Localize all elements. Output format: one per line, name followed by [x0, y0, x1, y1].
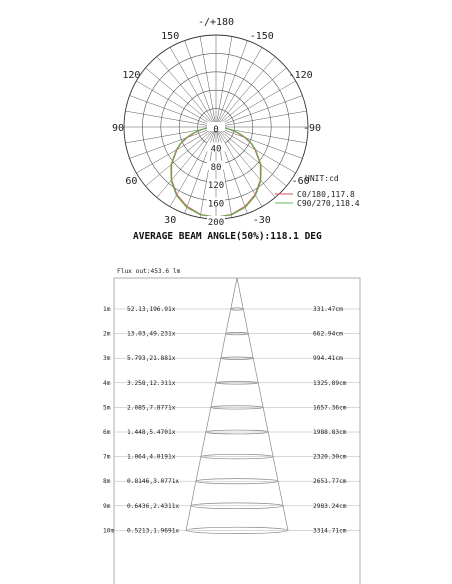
- row-height: 9m: [103, 502, 111, 510]
- row-diameter: 331.47cm: [313, 306, 343, 313]
- ring-label: 0: [213, 125, 219, 135]
- cone-left-edge: [186, 278, 237, 530]
- row-height: 7m: [103, 453, 111, 461]
- angle-label: -30: [252, 214, 271, 226]
- table-rows: [103, 306, 347, 534]
- row-eavg-emax: 0.5213,1.9691x: [127, 527, 180, 535]
- cone-right-edge: [237, 278, 288, 530]
- polar-legend: [275, 174, 360, 208]
- table-row: [103, 380, 347, 387]
- row-eavg-emax: 52.13,196.91x: [127, 306, 176, 313]
- row-diameter: 1325.89cm: [313, 379, 347, 387]
- beam-angle-text: AVERAGE BEAM ANGLE(50%):118.1 DEG: [133, 231, 322, 242]
- ring-label: 80: [210, 162, 222, 173]
- row-height: 6m: [103, 429, 111, 436]
- legend-label-c90: C90/270,118.4: [297, 199, 360, 208]
- row-eavg-emax: 0.6436,2.4311x: [127, 502, 180, 510]
- row-diameter: 3314.71cm: [313, 527, 347, 535]
- angle-label: 90: [111, 123, 125, 134]
- table-row: [103, 306, 343, 313]
- row-height: 10m: [103, 527, 115, 535]
- ring-label: 40: [210, 144, 222, 155]
- table-row: [103, 404, 347, 411]
- table-row: [103, 478, 347, 485]
- angle-label: -/+180: [197, 17, 235, 28]
- row-diameter: 1988.83cm: [313, 429, 347, 436]
- row-diameter: 994.41cm: [313, 355, 343, 363]
- row-eavg-emax: 1.064,4.0191x: [127, 453, 176, 461]
- row-height: 5m: [103, 404, 111, 412]
- row-height: 3m: [103, 355, 111, 363]
- ring-label: 160: [207, 199, 225, 210]
- row-eavg-emax: 2.085,7.8771x: [127, 404, 176, 412]
- row-diameter: 2320.30cm: [313, 453, 347, 461]
- legend-label-c0: C0/180,117.8: [297, 190, 355, 199]
- ring-label: 200: [207, 218, 225, 228]
- angle-label: 120: [122, 70, 141, 81]
- row-height: 2m: [103, 330, 111, 338]
- angle-label: -120: [288, 70, 313, 81]
- row-eavg-emax: 5.793,21.881x: [127, 355, 176, 363]
- row-eavg-emax: 0.8146,3.0771x: [127, 478, 180, 486]
- angle-label: 150: [161, 31, 180, 43]
- ring-label: 120: [207, 181, 225, 192]
- table-grid-lines: [114, 309, 360, 530]
- row-height: 8m: [103, 478, 111, 486]
- flux-text: Flux out:453.6 lm: [117, 268, 181, 275]
- angle-label: -60: [291, 176, 310, 187]
- light-cone: [186, 278, 288, 534]
- row-diameter: 2983.24cm: [313, 502, 347, 510]
- angle-label: 60: [125, 176, 138, 187]
- angle-label: -90: [302, 123, 322, 134]
- angle-label: 30: [164, 214, 177, 226]
- illuminance-table: [96, 268, 360, 584]
- unit-label: UNIT:cd: [305, 174, 339, 183]
- row-height: 4m: [103, 379, 111, 387]
- row-eavg-emax: 3.258,12.311x: [127, 379, 176, 387]
- table-row: [103, 331, 343, 338]
- row-height: 1m: [103, 306, 111, 313]
- polar-diagram: [112, 17, 321, 228]
- row-diameter: 1657.36cm: [313, 404, 347, 412]
- row-diameter: 662.94cm: [313, 330, 343, 338]
- row-diameter: 2651.77cm: [313, 478, 347, 486]
- row-eavg-emax: 1.448,5.4701x: [127, 429, 176, 436]
- row-eavg-emax: 13.03,49.231x: [127, 330, 176, 338]
- angle-label: -150: [249, 31, 274, 43]
